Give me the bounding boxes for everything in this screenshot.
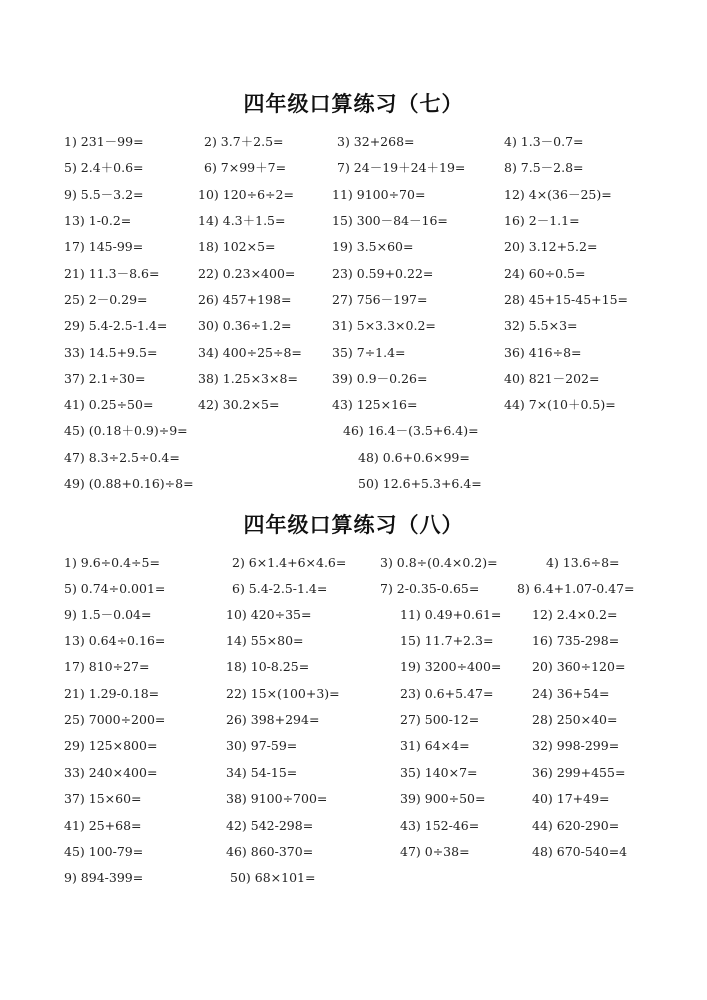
problem-item: 26) 457+198= — [198, 292, 292, 307]
problem-item: 10) 420÷35= — [226, 607, 312, 622]
problem-item: 33) 240×400= — [64, 765, 158, 780]
problem-item: 6) 5.4-2.5-1.4= — [232, 581, 328, 596]
problem-item: 6) 7×99＋7= — [204, 160, 287, 175]
problem-item: 17) 145-99= — [64, 239, 144, 254]
problem-item: 33) 14.5+9.5= — [64, 345, 158, 360]
problem-item: 9) 894-399= — [64, 870, 144, 885]
problem-item: 14) 55×80= — [226, 633, 304, 648]
problem-item: 23) 0.6+5.47= — [400, 686, 494, 701]
problem-item: 42) 542-298= — [226, 818, 314, 833]
problem-item: 36) 299+455= — [532, 765, 626, 780]
problem-item: 2) 3.7＋2.5= — [204, 134, 284, 149]
problem-item: 11) 9100÷70= — [332, 187, 426, 202]
problem-item: 42) 30.2×5= — [198, 397, 280, 412]
problem-item: 47) 8.3÷2.5÷0.4= — [64, 450, 180, 465]
problem-item: 8) 6.4+1.07-0.47= — [517, 581, 635, 596]
problem-item: 17) 810÷27= — [64, 659, 150, 674]
problem-item: 31) 64×4= — [400, 738, 470, 753]
problem-item: 3) 0.8÷(0.4×0.2)= — [380, 555, 498, 570]
problem-item: 22) 15×(100+3)= — [226, 686, 340, 701]
problem-item: 30) 97-59= — [226, 738, 298, 753]
problem-item: 40) 17+49= — [532, 791, 610, 806]
problem-item: 50) 12.6+5.3+6.4= — [358, 476, 482, 491]
problem-item: 32) 5.5×3= — [504, 318, 578, 333]
problem-item: 25) 2－0.29= — [64, 292, 148, 307]
section-7-title: 四年级口算练习（七） — [243, 91, 464, 116]
problem-item: 22) 0.23×400= — [198, 266, 296, 281]
problem-item: 20) 3.12+5.2= — [504, 239, 598, 254]
problem-item: 7) 2-0.35-0.65= — [380, 581, 480, 596]
problem-item: 40) 821－202= — [504, 371, 600, 386]
problem-item: 34) 400÷25÷8= — [198, 345, 302, 360]
problem-item: 44) 7×(10＋0.5)= — [504, 397, 616, 412]
problem-item: 28) 45+15-45+15= — [504, 292, 629, 307]
problem-item: 25) 7000÷200= — [64, 712, 166, 727]
problem-item: 47) 0÷38= — [400, 844, 470, 859]
problem-item: 13) 1-0.2= — [64, 213, 132, 228]
problem-item: 39) 900÷50= — [400, 791, 486, 806]
problem-item: 1) 231－99= — [64, 134, 144, 149]
problem-item: 45) (0.18＋0.9)÷9= — [64, 423, 188, 438]
problem-item: 5) 2.4＋0.6= — [64, 160, 144, 175]
problem-item: 24) 36+54= — [532, 686, 610, 701]
problem-item: 35) 7÷1.4= — [332, 345, 406, 360]
problem-item: 39) 0.9－0.26= — [332, 371, 428, 386]
problem-item: 15) 11.7+2.3= — [400, 633, 494, 648]
section-8-title: 四年级口算练习（八） — [243, 512, 464, 537]
problem-item: 29) 5.4-2.5-1.4= — [64, 318, 168, 333]
problem-item: 19) 3.5×60= — [332, 239, 414, 254]
problem-item: 37) 15×60= — [64, 791, 142, 806]
problem-item: 38) 9100÷700= — [226, 791, 328, 806]
problem-item: 29) 125×800= — [64, 738, 158, 753]
problem-item: 31) 5×3.3×0.2= — [332, 318, 436, 333]
problem-item: 24) 60÷0.5= — [504, 266, 586, 281]
problem-item: 5) 0.74÷0.001= — [64, 581, 166, 596]
problem-item: 3) 32+268= — [337, 134, 415, 149]
problem-item: 46) 860-370= — [226, 844, 314, 859]
problem-item: 34) 54-15= — [226, 765, 298, 780]
problem-item: 18) 10-8.25= — [226, 659, 310, 674]
problem-item: 16) 735-298= — [532, 633, 620, 648]
problem-item: 12) 4×(36－25)= — [504, 187, 612, 202]
problem-item: 41) 0.25÷50= — [64, 397, 154, 412]
problem-item: 45) 100-79= — [64, 844, 144, 859]
problem-item: 44) 620-290= — [532, 818, 620, 833]
problem-item: 36) 416÷8= — [504, 345, 582, 360]
problem-item: 26) 398+294= — [226, 712, 320, 727]
problem-item: 41) 25+68= — [64, 818, 142, 833]
problem-item: 27) 500-12= — [400, 712, 480, 727]
problem-item: 20) 360÷120= — [532, 659, 626, 674]
problem-item: 7) 24－19＋24＋19= — [337, 160, 466, 175]
problem-item: 9) 5.5－3.2= — [64, 187, 144, 202]
problem-item: 16) 2－1.1= — [504, 213, 580, 228]
problem-item: 50) 68×101= — [230, 870, 316, 885]
problem-item: 32) 998-299= — [532, 738, 620, 753]
problem-item: 46) 16.4－(3.5+6.4)= — [343, 423, 479, 438]
problem-item: 9) 1.5－0.04= — [64, 607, 152, 622]
problem-item: 38) 1.25×3×8= — [198, 371, 298, 386]
problem-item: 23) 0.59+0.22= — [332, 266, 434, 281]
problem-item: 21) 11.3－8.6= — [64, 266, 160, 281]
problem-item: 11) 0.49+0.61= — [400, 607, 502, 622]
problem-item: 21) 1.29-0.18= — [64, 686, 160, 701]
problem-item: 35) 140×7= — [400, 765, 478, 780]
problem-item: 2) 6×1.4+6×4.6= — [232, 555, 347, 570]
problem-item: 13) 0.64÷0.16= — [64, 633, 166, 648]
problem-item: 12) 2.4×0.2= — [532, 607, 618, 622]
problem-item: 28) 250×40= — [532, 712, 618, 727]
problem-item: 48) 670-540=4 — [532, 844, 628, 859]
problem-item: 27) 756－197= — [332, 292, 428, 307]
problem-item: 37) 2.1÷30= — [64, 371, 146, 386]
problem-item: 48) 0.6+0.6×99= — [358, 450, 470, 465]
problem-item: 49) (0.88+0.16)÷8= — [64, 476, 194, 491]
problem-item: 18) 102×5= — [198, 239, 276, 254]
problem-item: 15) 300－84－16= — [332, 213, 448, 228]
problem-item: 8) 7.5－2.8= — [504, 160, 584, 175]
problem-item: 1) 9.6÷0.4÷5= — [64, 555, 160, 570]
problem-item: 4) 13.6÷8= — [546, 555, 620, 570]
problem-item: 19) 3200÷400= — [400, 659, 502, 674]
problem-item: 43) 152-46= — [400, 818, 480, 833]
problem-item: 4) 1.3－0.7= — [504, 134, 584, 149]
problem-item: 14) 4.3＋1.5= — [198, 213, 286, 228]
problem-item: 43) 125×16= — [332, 397, 418, 412]
problem-item: 30) 0.36÷1.2= — [198, 318, 292, 333]
problem-item: 10) 120÷6÷2= — [198, 187, 294, 202]
